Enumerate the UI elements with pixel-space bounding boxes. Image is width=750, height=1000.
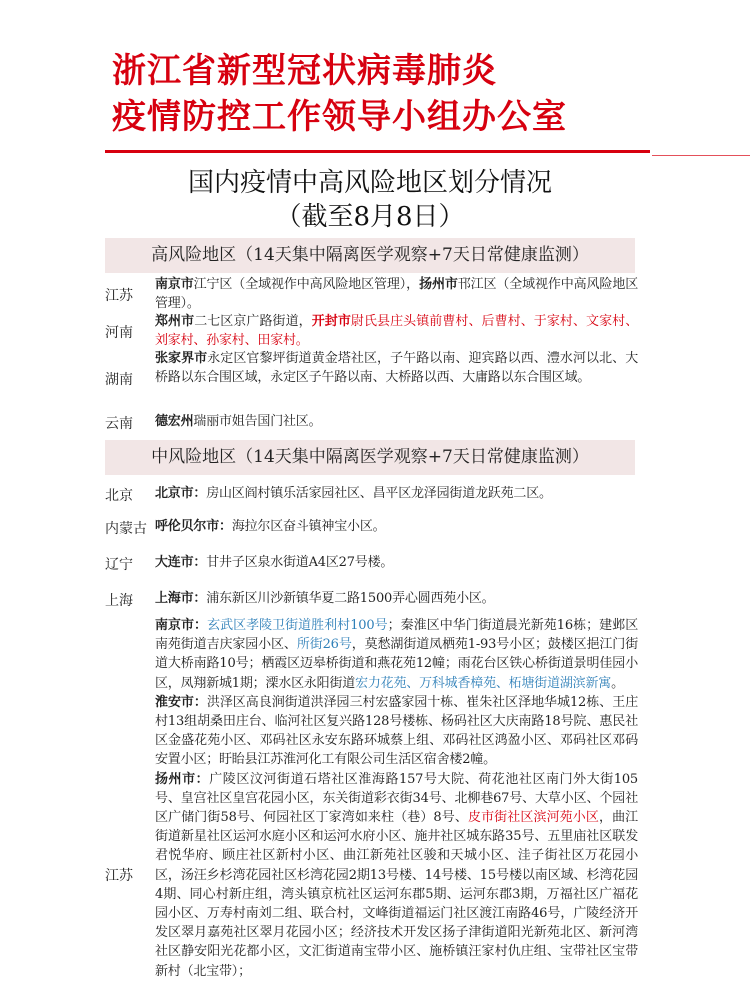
issuer-title-line1: 浙江省新型冠状病毒肺炎 bbox=[112, 51, 497, 91]
medium-risk-row bbox=[105, 590, 635, 610]
red-divider bbox=[105, 150, 650, 153]
area-text bbox=[155, 485, 638, 504]
text-segment: 淮安市： bbox=[155, 694, 207, 710]
document-title-date: （截至8月8日） bbox=[275, 202, 465, 232]
area-text bbox=[155, 518, 638, 537]
text-segment: 郑州市 bbox=[155, 314, 195, 329]
text-segment: 南京市 bbox=[155, 277, 194, 292]
text-segment: ，曲江街道新星社区运河水庭小区和运河水府小区、施井社区城东路35号、五里庙社区联发君悦华府、顾庄社区新村小区、曲江新苑社区骏和天城小区、洼子街社区万花园小区，汤汪乡杉湾花园社区杉湾花园2期13号楼、14号楼、15号楼以南区域、杉湾花园4期、同心村新庄组，湾头镇京杭社区运河东郡5期、运河东郡3期，万福社区广福花园小区、万寿村南刘二组、联合村，文峰街道福运门社区渡江南路46号，广陵经济开发区翠月嘉苑社区翠月花园小区；经济技术开发区扬子津街道阳光新苑北区、新河湾社区静安阳光花都小区，文汇街道南宝带小区、施桥镇汪家村仇庄组、宝带社区宝带新村（北宝带）； bbox=[155, 810, 638, 979]
province-label: 江苏 bbox=[105, 288, 133, 304]
issuer-title bbox=[112, 48, 567, 140]
text-segment: 甘井子区泉水街道A4区27号楼。 bbox=[206, 555, 394, 570]
province-label: 北京 bbox=[105, 488, 133, 504]
text-segment: 所街26号 bbox=[296, 637, 352, 653]
province-label: 云南 bbox=[105, 416, 133, 432]
area-text bbox=[155, 413, 638, 432]
area-text bbox=[155, 554, 638, 573]
text-segment: 玄武区孝陵卫街道胜利村100号 bbox=[207, 618, 388, 633]
province-label: 湖南 bbox=[105, 372, 133, 388]
medium-risk-heading: 中风险地区（14天集中隔离医学观察+7天日常健康监测） bbox=[105, 440, 635, 475]
high-risk-row bbox=[105, 276, 639, 312]
text-segment: 瑞丽市姐告国门社区。 bbox=[193, 414, 322, 429]
province-label: 江苏 bbox=[105, 868, 133, 884]
text-segment: 洪泽区高良涧街道洪泽园三村宏盛家园十栋、崔朱社区泽地华城12栋、王庄村13组胡桑田庄台、临河社区复兴路128号楼栋、杨码社区大庆南路18号院、惠民社区金盛花苑小区、邓码社区永安东路环城蔡上组、邓码社区鸿盈小区、邓码社区邓码安置小区；盱眙县江苏淮河化工有限公司生活区宿舍楼2幢。 bbox=[155, 694, 638, 768]
text-segment: 张家界市 bbox=[155, 351, 208, 366]
text-segment: 呼伦贝尔市： bbox=[155, 519, 232, 534]
text-segment: 。 bbox=[611, 675, 624, 691]
red-divider-thin bbox=[652, 155, 750, 156]
area-text bbox=[155, 313, 638, 350]
medium-risk-row bbox=[105, 554, 635, 574]
text-segment: 永定区官黎坪街道黄金塔社区，子午路以南、迎宾路以西、澧水河以北、大桥路以东合围区域，永定区子午路以南、大桥路以西、大庸路以东合围区域。 bbox=[155, 351, 638, 385]
high-risk-row bbox=[105, 313, 638, 349]
text-segment: ，莫愁湖街道凤栖苑1-93号小区；鼓楼区挹江门街道大桥南路10号；栖霞区迈皋桥街道和燕花苑12幢；雨花台区铁心桥街道景明佳园小区，凤翔新城1期；溧水区永阳街道 bbox=[155, 637, 639, 691]
text-segment: 浦东新区川沙新镇华夏二路1500弄心圆西苑小区。 bbox=[206, 591, 495, 606]
text-segment: 江宁区（全域视作中高风险地区管理）， bbox=[193, 277, 420, 292]
text-segment: 大连市： bbox=[155, 555, 207, 570]
medium-risk-row bbox=[105, 616, 639, 1000]
text-segment: 邗江区（全域视作中高风险地区管理）。 bbox=[155, 277, 639, 311]
issuer-title-line2: 疫情防控工作领导小组办公室 bbox=[112, 97, 567, 137]
province-label: 内蒙古 bbox=[105, 521, 147, 537]
text-segment: 开封市 bbox=[311, 314, 351, 329]
province-label: 辽宁 bbox=[105, 557, 133, 573]
text-segment: 二七区京广路街道， bbox=[194, 314, 312, 329]
province-label: 上海 bbox=[105, 593, 133, 609]
area-text bbox=[155, 590, 638, 609]
text-segment: 房山区阎村镇乐活家园社区、昌平区龙泽园街道龙跃苑二区。 bbox=[206, 486, 552, 501]
text-segment: 尉氏县庄头镇前曹村、后曹村、于家村、文家村、刘家村、孙家村、田家村。 bbox=[155, 314, 638, 348]
text-segment: ；秦淮区中华门街道晨光新苑16栋；建邺区南苑街道吉庆家园小区、 bbox=[155, 618, 638, 653]
text-segment: 皮市街社区滨河苑小区 bbox=[467, 810, 599, 826]
high-risk-heading: 高风险地区（14天集中隔离医学观察+7天日常健康监测） bbox=[105, 238, 635, 273]
area-text bbox=[155, 350, 638, 387]
text-segment: 南京市： bbox=[155, 618, 208, 633]
medium-risk-row bbox=[105, 518, 635, 538]
document-title-main: 国内疫情中高风险地区划分情况 bbox=[187, 168, 552, 198]
text-segment: 德宏州 bbox=[155, 414, 194, 429]
text-segment: 海拉尔区奋斗镇神宝小区。 bbox=[231, 519, 386, 534]
high-risk-row bbox=[105, 350, 638, 406]
text-segment: 北京市： bbox=[155, 486, 207, 501]
high-risk-row bbox=[105, 413, 635, 433]
text-segment: 广陵区汶河街道石塔社区淮海路157号大院、荷花池社区南门外大街105号、皇宫社区皇宫花园小区，东关街道彩衣街34号、北柳巷67号、大草小区、个园社区广储门街58号、何园社区丁家湾如来柱（巷）8号、 bbox=[155, 771, 639, 826]
province-label: 河南 bbox=[105, 325, 133, 341]
medium-risk-row bbox=[105, 485, 635, 505]
document-title bbox=[105, 166, 635, 234]
text-segment: 宏力花苑、万科城香樟苑、柘塘街道湖滨新寓 bbox=[355, 675, 612, 691]
text-segment: 扬州市 bbox=[419, 277, 458, 292]
text-segment: 上海市： bbox=[155, 591, 207, 606]
area-text bbox=[155, 616, 638, 981]
area-text bbox=[155, 276, 638, 313]
text-segment: 扬州市： bbox=[155, 771, 210, 787]
